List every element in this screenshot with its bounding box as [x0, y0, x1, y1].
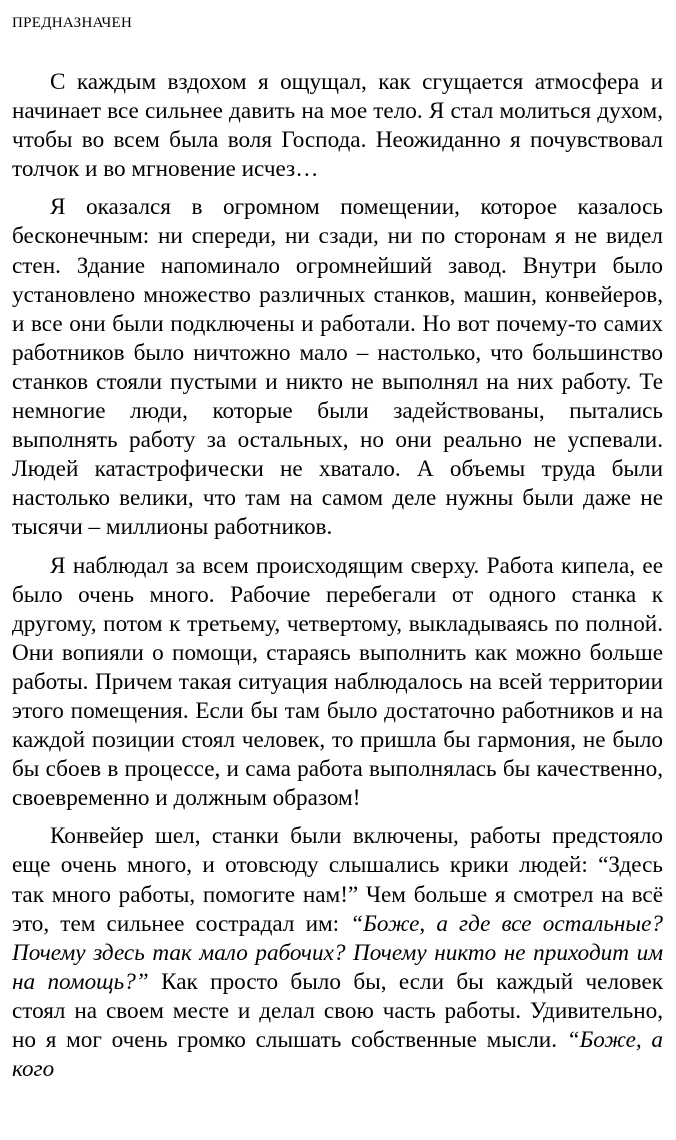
body-text: [12, 68, 663, 1093]
paragraph-4-text: Конвейер шел, станки были включены, работы предстояло еще очень много, и отовсюду слышались крики людей: “Здесь так много работы, помогите нам!” Чем больше я смотрел на всё это, тем сильнее сострадал им:: [12, 823, 663, 937]
paragraph-1-text: С каждым вздохом я ощущал, как сгущается атмосфера и начинает все сильнее давить на мое тело. Я стал молиться духом, чтобы во всем была воля Господа. Неожиданно я почувствовал толчок и во мгновение исчез…: [12, 69, 663, 183]
paragraph-4-italic-tail: “Боже, а кого: [12, 1027, 663, 1083]
paragraph-2-text: Я оказался в огромном помещении, которое казалось бесконечным: ни спереди, ни сзади, ни по сторонам я не видел стен. Здание напоминало огромнейший завод. Внутри было установлено множество различных станков, машин, конвейеров, и все они были подключены и работали. Но вот почему-то самих работников было ничтожно мало – настолько, что большинство станков стояли пустыми и никто не выполнял на них работу. Те немногие люди, которые были задействованы, пытались выполнять работу за остальных, но они реально не успевали. Людей катастрофически не хватало. А объемы труда были настолько велики, что там на самом деле нужны были даже не тысячи – миллионы работников.: [12, 194, 663, 541]
paragraph-2: [12, 193, 663, 542]
paragraph-4: [12, 822, 663, 1084]
paragraph-3: [12, 552, 663, 814]
paragraph-1: [12, 68, 663, 184]
paragraph-3-text: Я наблюдал за всем происходящим сверху. Работа кипела, ее было очень много. Рабочие перебегали от одного станка к другому, потом к третьему, четвертому, выкладываясь по полной. Они вопияли о помощи, стараясь выполнить как можно больше работы. Причем такая ситуация наблюдалось на всей территории этого помещения. Если бы там было достаточно работников и на каждой позиции стоял человек, то пришла бы гармония, не было бы сбоев в процессе, и сама работа выполнялась бы качественно, своевременно и должным образом!: [12, 552, 663, 812]
paragraph-4-italic-quote: “Боже, а где все остальные? Почему здесь так мало рабочих? Почему никто не приходит им на помощь?”: [12, 910, 663, 995]
paragraph-4-text-continued: Как просто было бы, если бы каждый человек стоял на своем месте и делал свою часть работы. Удивительно, но я мог очень громко слышать собственные мысли.: [12, 968, 664, 1053]
running-head: ПРЕДНАЗНАЧЕН: [12, 15, 133, 31]
